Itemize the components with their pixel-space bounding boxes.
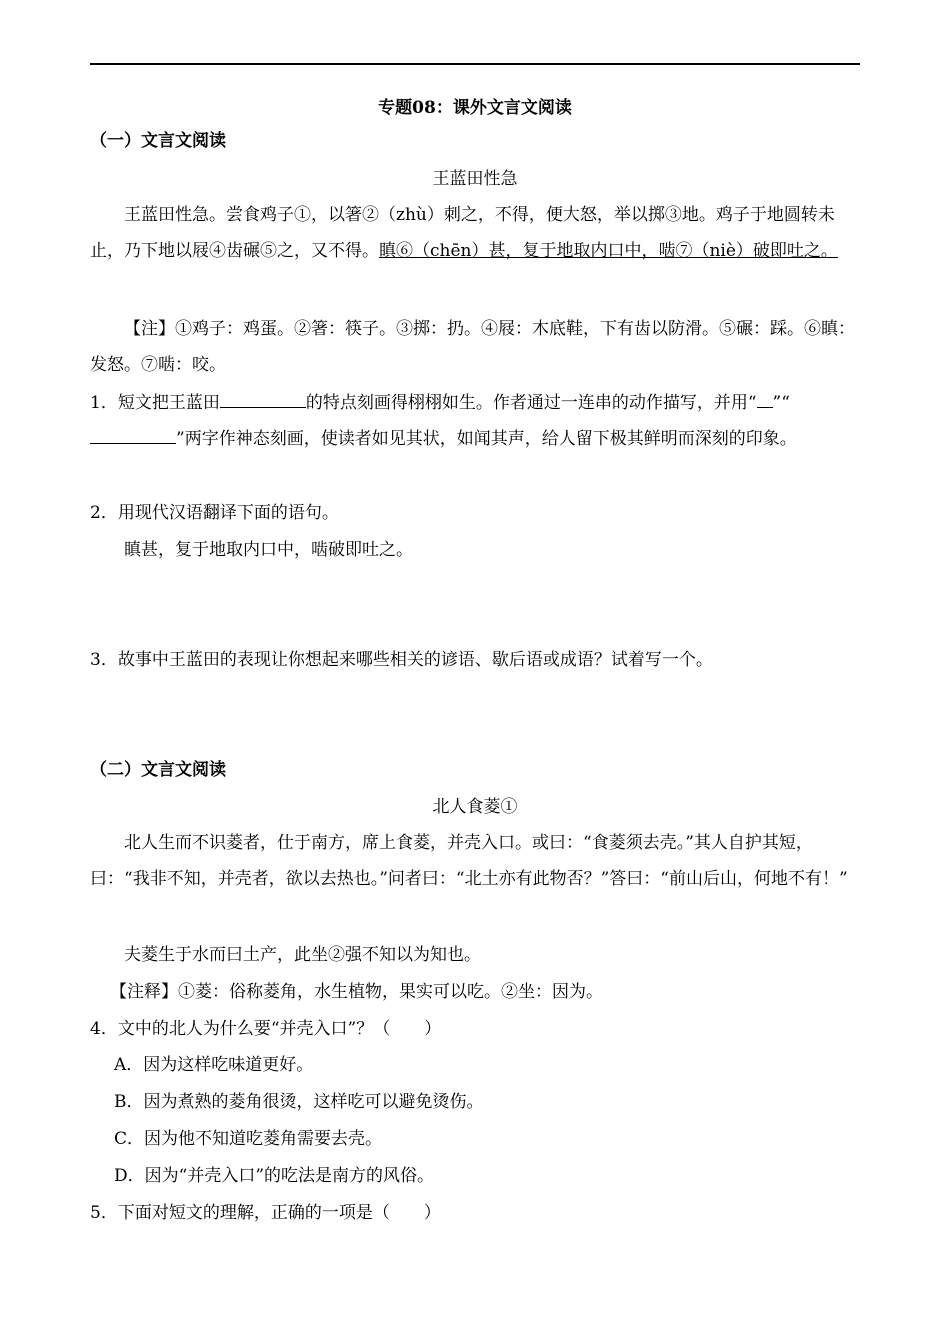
section2-passage-title: 北人食菱① [432, 797, 518, 817]
q1-blank-1[interactable] [220, 389, 306, 408]
q4-option-d[interactable]: D．因为“并壳入口”的吃法是南方的风俗。 [114, 1166, 435, 1186]
q4-option-b[interactable]: B．因为煮熟的菱角很烫，这样吃可以避免烫伤。 [114, 1092, 484, 1112]
section2-passage-p1: 北人生而不识菱者，仕于南方，席上食菱，并壳入口。或曰：“食菱须去壳。”其人自护其短，曰：“我非不知，并壳者，欲以去热也。”问者曰：“北土亦有此物否？”答曰：“前山后山，何地不有！” [90, 833, 848, 889]
q1-text-d: ”两字作神态刻画，使读者如见其状，如闻其声，给人留下极其鲜明而深刻的印象。 [176, 429, 797, 449]
passage-text: 王蓝田性急。尝食鸡子①，以箸②（zhù）刺之，不得，便大怒，举以掷③地。鸡子于地圆转未止，乃下地以屐④齿碾⑤之，又不得。 [90, 205, 835, 261]
q1-text-b: 的特点刻画得栩栩如生。作者通过一连串的动作描写，并用“ [305, 393, 757, 413]
header-rule [90, 63, 860, 65]
question-3: 3．故事中王蓝田的表现让你想起来哪些相关的谚语、歇后语或成语？试着写一个。 [90, 650, 713, 670]
section1-passage [90, 197, 860, 269]
question-1 [90, 385, 860, 457]
q4-option-c[interactable]: C．因为他不知道吃菱角需要去壳。 [114, 1129, 383, 1149]
passage-underlined-sentence: 瞋⑥（chēn）甚，复于地取内口中，啮⑦（niè）破即吐之。 [379, 241, 838, 261]
section2-passage-p2: 夫菱生于水而曰土产，此坐②强不知以为知也。 [124, 945, 481, 965]
q2-sentence: 瞋甚，复于地取内口中，啮破即吐之。 [124, 540, 413, 560]
question-5: 5．下面对短文的理解，正确的一项是（ ） [90, 1203, 441, 1223]
section1-heading: （一）文言文阅读 [90, 131, 226, 151]
section2-notes: 【注释】①菱：俗称菱角，水生植物，果实可以吃。②坐：因为。 [110, 982, 603, 1002]
q1-blank-3[interactable] [90, 425, 176, 444]
q1-text-c: ”“ [772, 393, 790, 413]
section1-notes: 【注】①鸡子：鸡蛋。②箸：筷子。③掷：扔。④屐：木底鞋，下有齿以防滑。⑤碾：踩。⑥瞋：发怒。⑦啮：咬。 [90, 319, 855, 375]
section1-passage-title: 王蓝田性急 [432, 169, 518, 189]
page-title: 专题08：课外文言文阅读 [378, 98, 572, 118]
section2-heading: （二）文言文阅读 [90, 760, 226, 780]
q4-option-a[interactable]: A．因为这样吃味道更好。 [114, 1055, 314, 1075]
question-4: 4．文中的北人为什么要“并壳入口”？（ ） [90, 1019, 442, 1039]
q1-text-a: 1．短文把王蓝田 [90, 393, 220, 413]
q1-blank-2[interactable] [757, 389, 773, 408]
question-2: 2．用现代汉语翻译下面的语句。 [90, 503, 339, 523]
